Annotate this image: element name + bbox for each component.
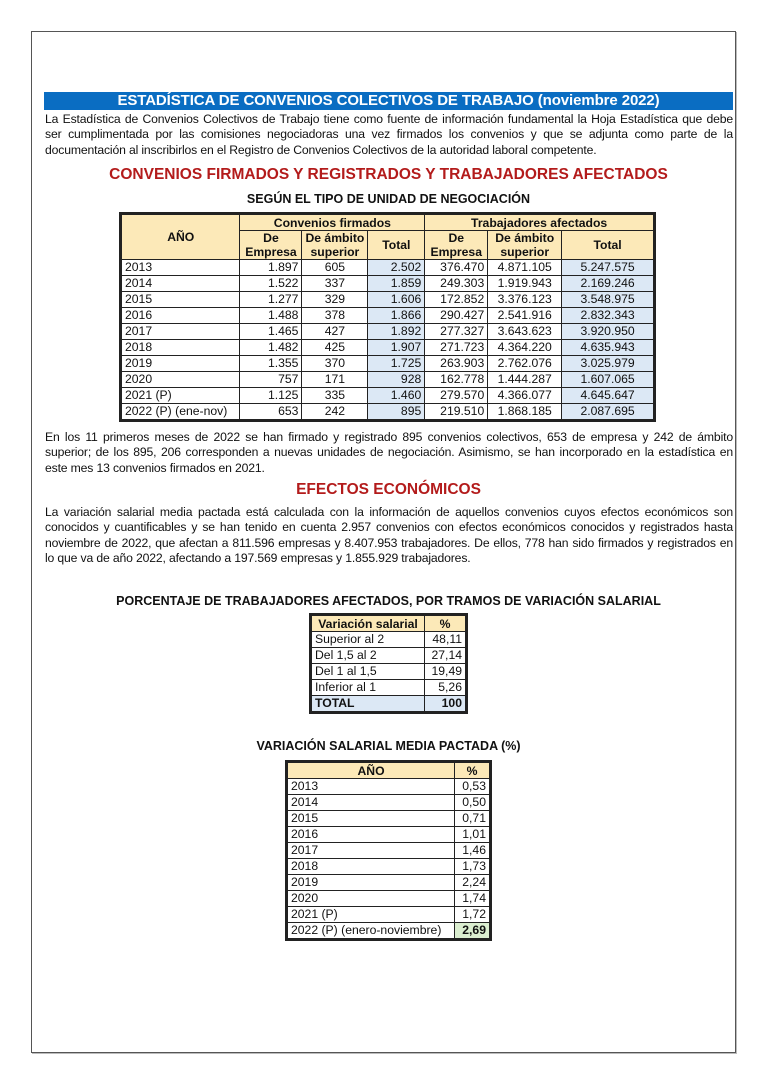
table-row <box>122 388 654 404</box>
value-cell: 1.897 <box>240 260 302 276</box>
table-row <box>312 632 466 648</box>
value-cell: 219.510 <box>425 404 488 420</box>
year-cell: 2015 <box>288 811 455 827</box>
header-conv-ambito: De ámbito superior <box>302 231 368 260</box>
value-cell: 162.778 <box>425 372 488 388</box>
tramos-table <box>311 615 466 712</box>
value-cell: 4.635.943 <box>562 340 654 356</box>
subtitle-variacion-media: VARIACIÓN SALARIAL MEDIA PACTADA (%) <box>256 739 521 753</box>
value-cell: 1.444.287 <box>488 372 562 388</box>
percent-cell: 0,50 <box>455 795 490 811</box>
year-cell: 2021 (P) <box>288 907 455 923</box>
table-row <box>122 404 654 420</box>
year-cell: 2014 <box>122 276 240 292</box>
value-cell: 1.355 <box>240 356 302 372</box>
table-row <box>288 811 490 827</box>
header-percent: % <box>455 763 490 779</box>
value-cell: 171 <box>302 372 368 388</box>
percent-cell: 19,49 <box>425 664 466 680</box>
table-row <box>122 260 654 276</box>
header-trab-ambito: De ámbito superior <box>488 231 562 260</box>
year-cell: 2017 <box>288 843 455 859</box>
value-cell: 2.832.343 <box>562 308 654 324</box>
value-cell: 335 <box>302 388 368 404</box>
value-cell: 1.460 <box>368 388 425 404</box>
subtitle-porcentaje-tramos: PORCENTAJE DE TRABAJADORES AFECTADOS, POR TRAMOS DE VARIACIÓN SALARIAL <box>116 594 661 608</box>
table-row <box>312 664 466 680</box>
table-row <box>122 276 654 292</box>
value-cell: 277.327 <box>425 324 488 340</box>
header-year: AÑO <box>122 215 240 260</box>
value-cell: 290.427 <box>425 308 488 324</box>
value-cell: 3.376.123 <box>488 292 562 308</box>
value-cell: 427 <box>302 324 368 340</box>
year-cell: 2019 <box>122 356 240 372</box>
table-row <box>122 308 654 324</box>
document-title: ESTADÍSTICA DE CONVENIOS COLECTIVOS DE TRABAJO (noviembre 2022) <box>44 92 733 110</box>
value-cell: 928 <box>368 372 425 388</box>
value-cell: 279.570 <box>425 388 488 404</box>
value-cell: 242 <box>302 404 368 420</box>
intro-paragraph: La Estadística de Convenios Colectivos de Trabajo tiene como fuente de información fundamental la Hoja Estadística que debe ser cumplimentada por las comisiones negociadoras una vez firmados los convenios y que se adjunta como parte de la documentación al inscribirlos en el Registro de Convenios Colectivos de la autoridad laboral competente. <box>45 112 733 157</box>
section-title-convenios: CONVENIOS FIRMADOS Y REGISTRADOS Y TRABAJADORES AFECTADOS <box>109 166 668 183</box>
year-cell: 2018 <box>122 340 240 356</box>
percent-cell: 0,71 <box>455 811 490 827</box>
header-trab-empresa: De Empresa <box>425 231 488 260</box>
year-cell: 2017 <box>122 324 240 340</box>
value-cell: 1.482 <box>240 340 302 356</box>
value-cell: 271.723 <box>425 340 488 356</box>
value-cell: 425 <box>302 340 368 356</box>
year-cell: 2016 <box>288 827 455 843</box>
value-cell: 1.606 <box>368 292 425 308</box>
value-cell: 378 <box>302 308 368 324</box>
year-cell: 2013 <box>288 779 455 795</box>
header-percent: % <box>425 616 466 632</box>
value-cell: 1.522 <box>240 276 302 292</box>
table-row <box>288 827 490 843</box>
header-trab-total: Total <box>562 231 654 260</box>
percent-cell: 1,46 <box>455 843 490 859</box>
tramo-cell: Del 1 al 1,5 <box>312 664 425 680</box>
value-cell: 653 <box>240 404 302 420</box>
header-convenios-firmados: Convenios firmados <box>240 215 425 231</box>
efectos-paragraph: La variación salarial media pactada está calculada con la información de aquellos convenios cuyos efectos económicos son conocidos y cuantificables y se han tenido en cuenta 2.957 convenios con efectos económicos conocidos y registrados hasta noviembre de 2022, que afectan a 811.596 empresas y 8.407.953 trabajadores. De ellos, 778 han sido firmados y registrados en lo que va de año 2022, afectando a 197.569 empresas y 1.855.929 trabajadores. <box>45 505 733 565</box>
convenios-table <box>121 214 654 420</box>
table-row <box>122 292 654 308</box>
year-cell: 2020 <box>288 891 455 907</box>
percent-cell: 2,69 <box>455 923 490 939</box>
year-cell: 2022 (P) (ene-nov) <box>122 404 240 420</box>
table-row <box>288 779 490 795</box>
table-row <box>288 859 490 875</box>
value-cell: 757 <box>240 372 302 388</box>
percent-cell: 1,01 <box>455 827 490 843</box>
table-row <box>122 372 654 388</box>
table-row <box>288 891 490 907</box>
value-cell: 2.541.916 <box>488 308 562 324</box>
table-row <box>288 923 490 939</box>
table-row <box>312 648 466 664</box>
table-row <box>288 843 490 859</box>
table-row <box>312 680 466 696</box>
percent-cell: 0,53 <box>455 779 490 795</box>
value-cell: 1.725 <box>368 356 425 372</box>
value-cell: 1.125 <box>240 388 302 404</box>
percent-cell: 27,14 <box>425 648 466 664</box>
table-row <box>288 907 490 923</box>
value-cell: 5.247.575 <box>562 260 654 276</box>
value-cell: 2.087.695 <box>562 404 654 420</box>
year-cell: 2015 <box>122 292 240 308</box>
value-cell: 3.025.979 <box>562 356 654 372</box>
value-cell: 1.868.185 <box>488 404 562 420</box>
table-row <box>288 875 490 891</box>
percent-cell: 1,72 <box>455 907 490 923</box>
percent-cell: 1,73 <box>455 859 490 875</box>
value-cell: 1.277 <box>240 292 302 308</box>
year-cell: 2021 (P) <box>122 388 240 404</box>
percent-cell: 1,74 <box>455 891 490 907</box>
table-row <box>288 795 490 811</box>
variacion-media-table <box>287 762 490 939</box>
year-cell: 2014 <box>288 795 455 811</box>
value-cell: 605 <box>302 260 368 276</box>
year-cell: 2016 <box>122 308 240 324</box>
value-cell: 895 <box>368 404 425 420</box>
value-cell: 1.465 <box>240 324 302 340</box>
convenios-note: En los 11 primeros meses de 2022 se han firmado y registrado 895 convenios colectivos, 653 de empresa y 242 de ámbito superior; de los 895, 206 corresponden a nuevas unidades de negociación. Asimismo, se han incorporado en la estadística en este mes 13 convenios firmados en 2021. <box>45 430 733 475</box>
header-conv-empresa: De Empresa <box>240 231 302 260</box>
year-cell: 2018 <box>288 859 455 875</box>
value-cell: 172.852 <box>425 292 488 308</box>
value-cell: 2.762.076 <box>488 356 562 372</box>
header-trabajadores-afectados: Trabajadores afectados <box>425 215 654 231</box>
percent-cell: 2,24 <box>455 875 490 891</box>
tramo-cell: Inferior al 1 <box>312 680 425 696</box>
table-row <box>122 356 654 372</box>
value-cell: 2.169.246 <box>562 276 654 292</box>
value-cell: 1.607.065 <box>562 372 654 388</box>
year-cell: 2013 <box>122 260 240 276</box>
value-cell: 4.871.105 <box>488 260 562 276</box>
header-variacion: Variación salarial <box>312 616 425 632</box>
value-cell: 1.488 <box>240 308 302 324</box>
value-cell: 1.866 <box>368 308 425 324</box>
value-cell: 4.366.077 <box>488 388 562 404</box>
value-cell: 1.907 <box>368 340 425 356</box>
value-cell: 4.364.220 <box>488 340 562 356</box>
value-cell: 4.645.647 <box>562 388 654 404</box>
total-value: 100 <box>425 696 466 712</box>
value-cell: 1.859 <box>368 276 425 292</box>
subtitle-unidad-negociacion: SEGÚN EL TIPO DE UNIDAD DE NEGOCIACIÓN <box>246 192 531 206</box>
value-cell: 249.303 <box>425 276 488 292</box>
value-cell: 370 <box>302 356 368 372</box>
header-year: AÑO <box>288 763 455 779</box>
value-cell: 337 <box>302 276 368 292</box>
percent-cell: 48,11 <box>425 632 466 648</box>
value-cell: 3.643.623 <box>488 324 562 340</box>
value-cell: 1.919.943 <box>488 276 562 292</box>
total-label: TOTAL <box>312 696 425 712</box>
value-cell: 263.903 <box>425 356 488 372</box>
header-conv-total: Total <box>368 231 425 260</box>
value-cell: 3.548.975 <box>562 292 654 308</box>
year-cell: 2019 <box>288 875 455 891</box>
value-cell: 376.470 <box>425 260 488 276</box>
tramo-cell: Del 1,5 al 2 <box>312 648 425 664</box>
table-row <box>122 340 654 356</box>
section-title-efectos: EFECTOS ECONÓMICOS <box>296 481 481 498</box>
table-row <box>122 324 654 340</box>
value-cell: 329 <box>302 292 368 308</box>
tramo-cell: Superior al 2 <box>312 632 425 648</box>
value-cell: 1.892 <box>368 324 425 340</box>
percent-cell: 5,26 <box>425 680 466 696</box>
value-cell: 2.502 <box>368 260 425 276</box>
year-cell: 2022 (P) (enero-noviembre) <box>288 923 455 939</box>
value-cell: 3.920.950 <box>562 324 654 340</box>
year-cell: 2020 <box>122 372 240 388</box>
